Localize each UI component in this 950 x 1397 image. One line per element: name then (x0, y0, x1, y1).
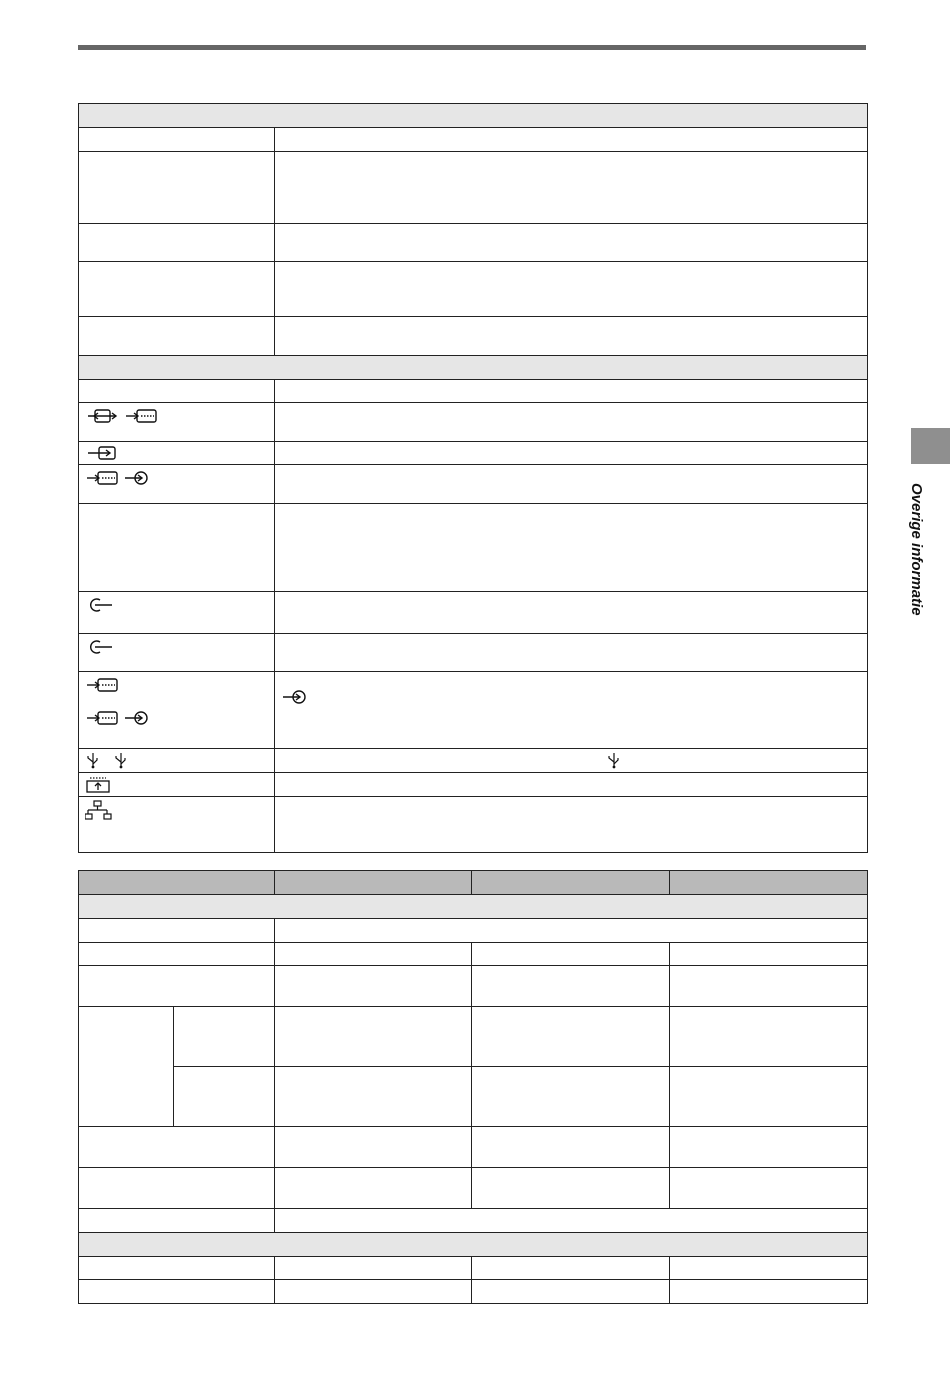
table-row (79, 1209, 868, 1233)
lan-network-icon (85, 800, 115, 822)
table-row (79, 1127, 868, 1168)
table-row (79, 1257, 868, 1280)
usb-icons (85, 752, 135, 769)
table-header-row (79, 871, 868, 895)
usb-icon (88, 753, 97, 768)
table-row (79, 749, 868, 773)
table-row (79, 1067, 868, 1127)
audio-input-icon (125, 472, 147, 484)
table-section-row (79, 356, 868, 380)
usb-icon (116, 753, 125, 768)
input-dotted-arrow-icon (87, 712, 117, 724)
table-row (79, 403, 868, 442)
table-row (79, 592, 868, 634)
table-row (79, 634, 868, 672)
usb-icon (281, 752, 626, 769)
table-row (79, 919, 868, 943)
table-row (79, 128, 868, 152)
input-output-arrow-icon (88, 410, 116, 422)
component-input-icons (85, 469, 165, 487)
table-row (79, 672, 868, 749)
table-row (79, 442, 868, 465)
card-slot-icon (85, 776, 115, 793)
table-row (79, 465, 868, 504)
av-input-icons (85, 676, 165, 730)
table-row (79, 797, 868, 853)
model-comparison-table (78, 870, 868, 1304)
table-row (79, 504, 868, 592)
section-label: Overige informatie (908, 483, 925, 616)
table-row (79, 152, 868, 224)
input-dotted-arrow-icon (126, 410, 156, 422)
table-row (79, 262, 868, 317)
input-dotted-arrow-icon (87, 679, 117, 691)
specifications-table (78, 103, 868, 853)
table-row (79, 1280, 868, 1304)
section-tab (911, 428, 950, 464)
table-row (79, 773, 868, 797)
table-row (79, 1168, 868, 1209)
video-io-icons (85, 407, 165, 425)
audio-output-icon (85, 596, 119, 614)
table-section-row (79, 104, 868, 128)
audio-input-icon (281, 688, 311, 706)
table-row (79, 966, 868, 1007)
table-section-row (79, 895, 868, 919)
table-row (79, 380, 868, 403)
table-row (79, 1007, 868, 1067)
table-row (79, 317, 868, 356)
table-row (79, 943, 868, 966)
input-arrow-icon (85, 445, 125, 461)
input-dotted-arrow-icon (87, 472, 117, 484)
audio-output-icon (85, 638, 119, 656)
table-row (79, 224, 868, 262)
top-rule (78, 45, 866, 50)
audio-input-icon (125, 712, 147, 724)
table-section-row (79, 1233, 868, 1257)
